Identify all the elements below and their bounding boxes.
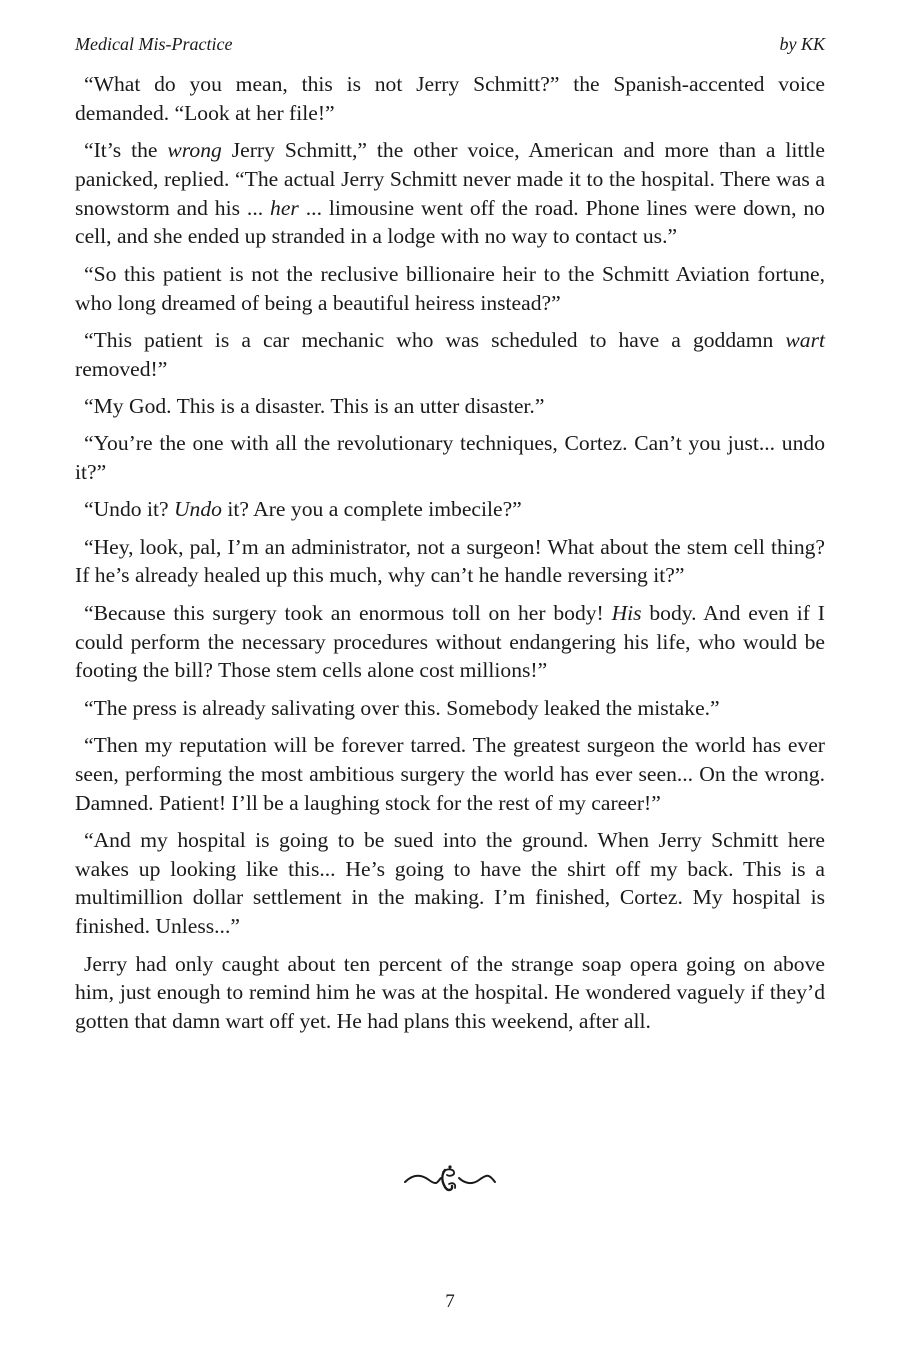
story-body xyxy=(75,70,825,1044)
paragraph-text: body. And even if I could perform the necessary procedures without endangering his life, who would be footing the bill? Those stem cells alone cost millions!” xyxy=(75,600,825,683)
emphasized-text: Undo xyxy=(173,497,222,522)
section-break-flourish-icon xyxy=(395,1160,505,1200)
header-title: Medical Mis-Practice xyxy=(75,34,233,54)
story-paragraph xyxy=(75,70,825,128)
paragraph-text: “You’re the one with all the revolutionary techniques, Cortez. Can’t you just... undo it?” xyxy=(75,431,825,485)
page-number: 7 xyxy=(445,1291,455,1312)
paragraph-text: “Then my reputation will be forever tarred. The greatest surgeon the world has ever seen, performing the most ambitious surgery the world has ever seen... On the wrong. Damned. Patient! I’ll be a laughing stock for the rest of my career!” xyxy=(75,732,825,815)
paragraph-text: Jerry had only caught about ten percent of the strange soap opera going on above him, just enough to remind him he was at the hospital. He wondered vaguely if they’d gotten that damn wart off yet. He had plans this weekend, after all. xyxy=(75,951,825,1034)
story-paragraph xyxy=(75,826,825,941)
paragraph-text: “Hey, look, pal, I’m an administrator, not a surgeon! What about the stem cell thing? If he’s already healed up this much, why can’t he handle reversing it?” xyxy=(75,534,825,588)
story-paragraph xyxy=(75,326,825,384)
paragraph-text: removed!” xyxy=(75,356,168,381)
paragraph-text: “Because this surgery took an enormous toll on her body! xyxy=(84,600,612,625)
story-paragraph xyxy=(75,731,825,817)
paragraph-text: “Undo it? xyxy=(84,497,174,522)
emphasized-text: wrong xyxy=(167,138,222,163)
emphasized-text: her xyxy=(270,195,299,220)
story-paragraph xyxy=(75,950,825,1036)
paragraph-text: it? Are you a complete imbecile?” xyxy=(221,497,522,522)
paragraph-text: “What do you mean, this is not Jerry Schmitt?” the Spanish-accented voice demanded. “Look at her file!” xyxy=(75,72,825,125)
paragraph-text: “So this patient is not the reclusive billionaire heir to the Schmitt Aviation fortune, who long dreamed of being a beautiful heiress instead?” xyxy=(75,261,825,315)
story-paragraph xyxy=(75,599,825,685)
paragraph-text: “The press is already salivating over this. Somebody leaked the mistake.” xyxy=(84,695,720,720)
paragraph-text: Jerry Schmitt,” the other voice, American and more than a little panicked, replied. “The actual Jerry Schmitt never made it to the hospital. There was a snowstorm and his ... xyxy=(75,138,825,220)
running-header xyxy=(75,34,825,58)
story-paragraph xyxy=(75,392,825,421)
paragraph-text: “My God. This is a disaster. This is an utter disaster.” xyxy=(84,393,545,418)
story-paragraph xyxy=(75,429,825,487)
emphasized-text: wart xyxy=(785,327,825,352)
story-paragraph xyxy=(75,694,825,723)
paragraph-text: “It’s the xyxy=(84,138,168,163)
header-author: by KK xyxy=(779,34,825,54)
story-paragraph xyxy=(75,260,825,318)
emphasized-text: His xyxy=(611,600,642,625)
story-paragraph xyxy=(75,495,825,524)
paragraph-text: ... limousine went off the road. Phone lines were down, no cell, and she ended up stranded in a lodge with no way to contact us.” xyxy=(75,195,825,249)
story-paragraph xyxy=(75,136,825,251)
paragraph-text: “And my hospital is going to be sued into the ground. When Jerry Schmitt here wakes up looking like this... He’s going to have the shirt off my back. This is a multimillion dollar settlement in the making. I’m finished, Cortez. My hospital is finished. Unless...” xyxy=(75,827,825,939)
paragraph-text: “This patient is a car mechanic who was scheduled to have a goddamn xyxy=(84,327,786,352)
story-paragraph xyxy=(75,533,825,591)
